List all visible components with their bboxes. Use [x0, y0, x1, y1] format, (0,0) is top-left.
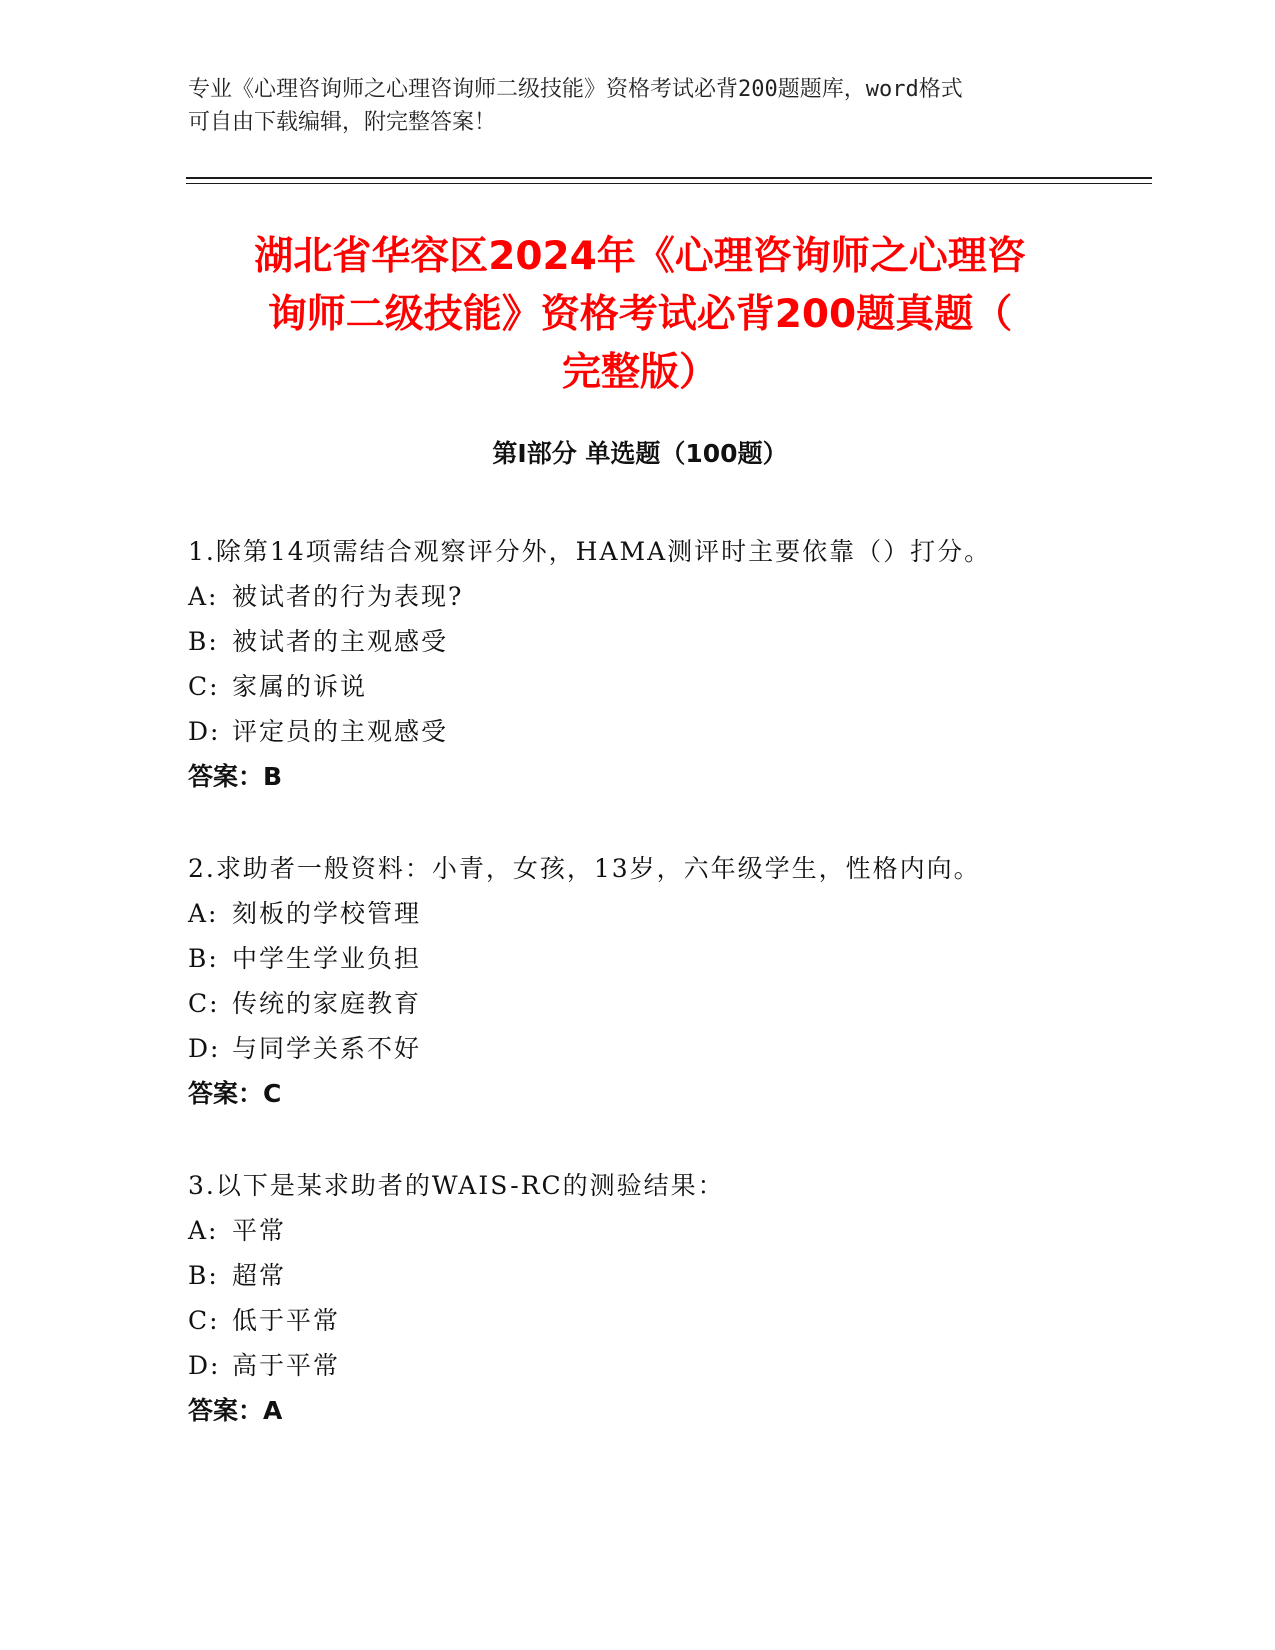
question-stem: 3.以下是某求助者的WAIS-RC的测验结果： — [188, 1171, 725, 1200]
option-key: B: — [188, 944, 219, 973]
question-stem: 2.求助者一般资料：小青，女孩，13岁，六年级学生，性格内向。 — [188, 854, 981, 883]
option-b — [188, 1253, 1148, 1298]
option-text: 超常 — [232, 1261, 287, 1290]
intro-line-2: 可自由下载编辑，附完整答案！ — [188, 110, 497, 135]
header-divider-thin — [186, 183, 1152, 184]
question-3 — [188, 1163, 1148, 1433]
option-text: 被试者的行为表现? — [232, 582, 464, 611]
option-a — [188, 891, 1148, 936]
option-d — [188, 709, 1148, 754]
option-a — [188, 574, 1148, 619]
option-b — [188, 936, 1148, 981]
option-key: A: — [188, 582, 219, 611]
option-text: 评定员的主观感受 — [232, 717, 449, 746]
option-a — [188, 1208, 1148, 1253]
option-text: 平常 — [232, 1216, 287, 1245]
answer-line: 答案：C — [188, 1079, 282, 1108]
option-text: 被试者的主观感受 — [232, 627, 449, 656]
option-text: 中学生学业负担 — [232, 944, 422, 973]
option-text: 低于平常 — [232, 1306, 341, 1335]
option-d — [188, 1343, 1148, 1388]
section-heading: 第Ⅰ部分 单选题（100题） — [492, 439, 788, 468]
option-key: D: — [188, 1034, 221, 1063]
option-c — [188, 664, 1148, 709]
question-list — [188, 529, 1148, 1480]
intro-text — [188, 73, 1088, 139]
option-text: 传统的家庭教育 — [232, 989, 422, 1018]
option-key: C: — [188, 1306, 220, 1335]
option-key: C: — [188, 672, 220, 701]
header-divider-thick — [186, 177, 1152, 179]
title-line-3: 完整版） — [561, 350, 718, 395]
option-key: B: — [188, 1261, 219, 1290]
option-text: 家属的诉说 — [232, 672, 368, 701]
document-title — [170, 228, 1110, 402]
answer-line: 答案：B — [188, 762, 283, 791]
option-text: 刻板的学校管理 — [232, 899, 422, 928]
option-key: A: — [188, 1216, 219, 1245]
answer-line: 答案：A — [188, 1396, 283, 1425]
option-text: 高于平常 — [232, 1351, 341, 1380]
title-line-1: 湖北省华容区2024年《心理咨询师之心理咨 — [254, 234, 1026, 279]
option-key: D: — [188, 717, 221, 746]
option-d — [188, 1026, 1148, 1071]
option-c — [188, 981, 1148, 1026]
option-c — [188, 1298, 1148, 1343]
option-key: B: — [188, 627, 219, 656]
option-b — [188, 619, 1148, 664]
option-key: D: — [188, 1351, 221, 1380]
question-2 — [188, 846, 1148, 1116]
title-line-2: 询师二级技能》资格考试必背200题真题（ — [267, 292, 1013, 337]
option-key: A: — [188, 899, 219, 928]
option-key: C: — [188, 989, 220, 1018]
option-text: 与同学关系不好 — [232, 1034, 422, 1063]
question-stem: 1.除第14项需结合观察评分外，HAMA测评时主要依靠（）打分。 — [188, 537, 992, 566]
question-1 — [188, 529, 1148, 799]
intro-line-1: 专业《心理咨询师之心理咨询师二级技能》资格考试必背200题题库，word格式 — [188, 77, 963, 102]
